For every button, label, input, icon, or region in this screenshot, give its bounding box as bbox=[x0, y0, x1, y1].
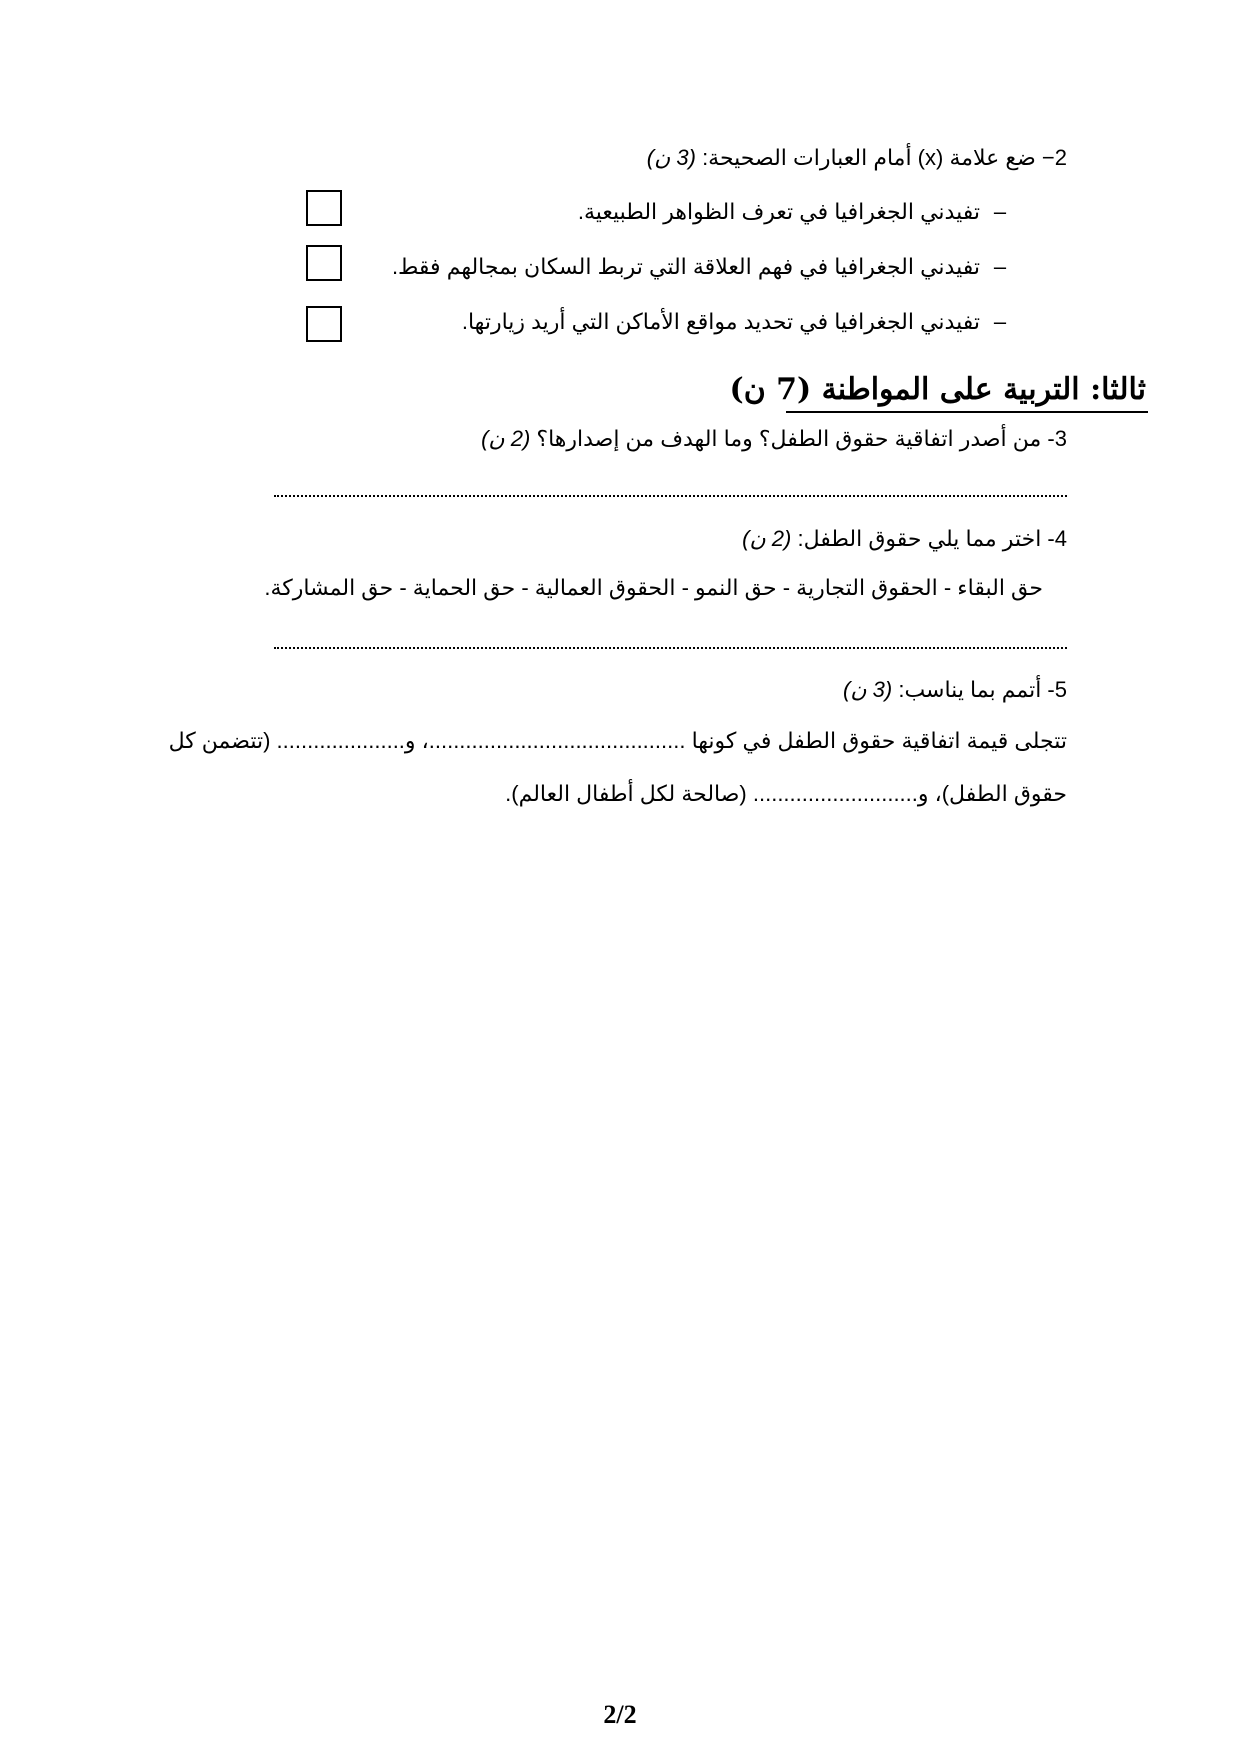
question-3 bbox=[481, 424, 1067, 454]
statement-2 bbox=[392, 252, 1020, 282]
question-3-points: (2 ن) bbox=[481, 426, 531, 451]
question-2-text: 2− ضع علامة (x) أمام العبارات الصحيحة: bbox=[702, 145, 1067, 170]
section-3-underline bbox=[786, 411, 1148, 413]
question-5-points: (3 ن) bbox=[843, 677, 893, 702]
question-4-text: 4- اختر مما يلي حقوق الطفل: bbox=[797, 526, 1067, 551]
statement-3-checkbox[interactable] bbox=[306, 306, 342, 342]
question-2 bbox=[647, 143, 1067, 173]
answer-line-q3[interactable] bbox=[274, 495, 1067, 497]
question-4 bbox=[742, 524, 1067, 554]
statement-2-text: تفيدني الجغرافيا في فهم العلاقة التي تربط السكان بمجالهم فقط. bbox=[391, 254, 980, 279]
statement-1 bbox=[578, 197, 1020, 227]
question-3-text: 3- من أصدر اتفاقية حقوق الطفل؟ وما الهدف من إصدارها؟ bbox=[536, 426, 1067, 451]
bullet-dash: – bbox=[993, 254, 1007, 279]
question-4-options: حق البقاء - الحقوق التجارية - حق النمو - الحقوق العمالية - حق الحماية - حق المشاركة. bbox=[264, 575, 1043, 600]
statement-2-checkbox[interactable] bbox=[306, 245, 342, 281]
statement-1-checkbox[interactable] bbox=[306, 190, 342, 226]
question-5 bbox=[843, 675, 1067, 705]
question-5-line-2: حقوق الطفل)، و........................... (صالحة لكل أطفال العالم). bbox=[505, 781, 1067, 806]
question-4-points: (2 ن) bbox=[742, 526, 792, 551]
bullet-dash: – bbox=[993, 309, 1007, 334]
statement-3 bbox=[462, 307, 1020, 337]
question-2-points: (3 ن) bbox=[646, 145, 696, 170]
page-number: 2/2 bbox=[603, 1700, 637, 1729]
question-5-text: 5- أتمم بما يناسب: bbox=[898, 677, 1067, 702]
statement-1-text: تفيدني الجغرافيا في تعرف الظواهر الطبيعية. bbox=[577, 199, 980, 224]
section-3-title: ثالثا: التربية على المواطنة (7 ن) bbox=[729, 372, 1146, 407]
bullet-dash: – bbox=[993, 199, 1007, 224]
statement-3-text: تفيدني الجغرافيا في تحديد مواقع الأماكن التي أريد زيارتها. bbox=[461, 309, 980, 334]
answer-line-q4[interactable] bbox=[274, 647, 1067, 649]
question-5-line-1: تتجلى قيمة اتفاقية حقوق الطفل في كونها ..........................................، و..................... (تتضمن كل bbox=[168, 728, 1067, 753]
